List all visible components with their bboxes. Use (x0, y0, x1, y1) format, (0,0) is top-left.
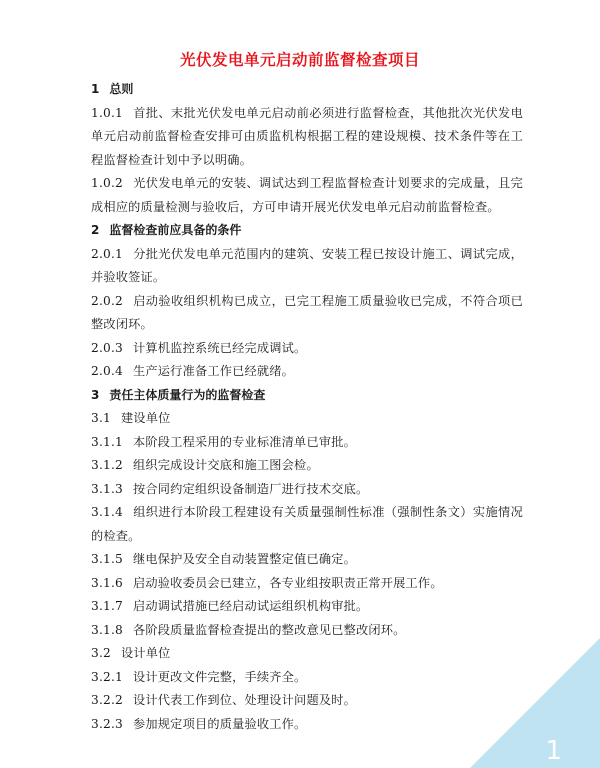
paragraph-number: 1.0.1 (91, 105, 124, 120)
paragraph (91, 172, 523, 219)
paragraph-text: 组织完成设计交底和施工图会检。 (133, 458, 319, 472)
section-heading (91, 78, 523, 102)
paragraph-text: 继电保护及安全自动装置整定值已确定。 (133, 552, 356, 566)
paragraph-text: 建设单位 (120, 411, 171, 425)
paragraph (91, 243, 523, 290)
paragraph-text: 设计单位 (120, 646, 171, 660)
paragraph-number: 3.2.2 (91, 693, 124, 707)
paragraph (91, 548, 523, 572)
document-body (91, 78, 523, 736)
paragraph-number: 3.2 (91, 646, 111, 660)
paragraph (91, 713, 523, 737)
paragraph-number: 2.0.1 (91, 246, 124, 261)
paragraph (91, 595, 523, 619)
paragraph (91, 642, 523, 666)
paragraph (91, 689, 523, 713)
paragraph (91, 407, 523, 431)
paragraph (91, 572, 523, 596)
paragraph-number: 3.1 (91, 411, 111, 425)
section-heading-number: 1 (91, 82, 100, 96)
paragraph (91, 454, 523, 478)
paragraph-number: 2.0.2 (91, 293, 124, 308)
paragraph-number: 2.0.4 (91, 364, 124, 378)
paragraph-text: 启动调试措施已经启动试运组织机构审批。 (133, 599, 369, 613)
paragraph-number: 3.1.5 (91, 552, 124, 566)
section-heading-number: 3 (91, 387, 100, 402)
section-heading-text: 责任主体质量行为的监督检查 (109, 387, 266, 402)
section-heading (91, 219, 523, 243)
paragraph-number: 3.1.7 (91, 599, 124, 613)
section-heading-text: 监督检查前应具备的条件 (109, 223, 242, 237)
paragraph (91, 666, 523, 690)
paragraph-text: 首批、末批光伏发电单元启动前必须进行监督检查，其他批次光伏发电单元启动前监督检查安排可由质监机构根据工程的建设规模、技术条件等在工程监督检查计划中予以明确。 (91, 105, 523, 167)
paragraph (91, 360, 523, 384)
paragraph-text: 启动验收委员会已建立，各专业组按职责正常开展工作。 (133, 575, 443, 590)
paragraph-number: 3.1.4 (91, 505, 124, 519)
paragraph-number: 3.1.1 (91, 434, 124, 449)
paragraph-number: 2.0.3 (91, 340, 124, 355)
paragraph-text: 启动验收组织机构已成立，已完工程施工质量验收已完成，不符合项已整改闭环。 (91, 293, 523, 331)
paragraph-number: 3.1.2 (91, 458, 124, 472)
section-heading-text: 总则 (109, 82, 134, 96)
paragraph-number: 3.1.8 (91, 622, 124, 637)
paragraph (91, 619, 523, 643)
paragraph-text: 参加规定项目的质量验收工作。 (133, 716, 307, 731)
paragraph-text: 组织进行本阶段工程建设有关质量强制性标准（强制性条文）实施情况的检查。 (91, 505, 523, 543)
paragraph-text: 按合同约定组织设备制造厂进行技术交底。 (133, 481, 369, 496)
document-title: 光伏发电单元启动前监督检查项目 (179, 51, 420, 69)
paragraph-number: 3.1.6 (91, 575, 124, 590)
paragraph-number: 3.2.3 (91, 716, 124, 731)
section-heading (91, 384, 523, 408)
paragraph (91, 501, 523, 548)
paragraph-text: 计算机监控系统已经完成调试。 (133, 340, 307, 355)
paragraph (91, 431, 523, 455)
paragraph (91, 337, 523, 361)
page-number: 1 (545, 736, 562, 766)
section-heading-number: 2 (91, 223, 100, 237)
paragraph-text: 分批光伏发电单元范围内的建筑、安装工程已按设计施工、调试完成，并验收签证。 (91, 246, 523, 284)
paragraph-text: 设计代表工作到位、处理设计问题及时。 (133, 693, 356, 707)
page-corner-decoration (470, 638, 600, 768)
paragraph-text: 设计更改文件完整，手续齐全。 (133, 669, 307, 684)
paragraph-text: 光伏发电单元的安装、调试达到工程监督检查计划要求的完成量，且完成相应的质量检测与验收后，方可申请开展光伏发电单元启动前监督检查。 (91, 176, 523, 214)
paragraph (91, 478, 523, 502)
paragraph-number: 3.1.3 (91, 481, 124, 496)
paragraph-text: 本阶段工程采用的专业标准清单已审批。 (133, 434, 356, 449)
paragraph (91, 102, 523, 173)
paragraph-number: 3.2.1 (91, 669, 124, 684)
paragraph-text: 各阶段质量监督检查提出的整改意见已整改闭环。 (133, 622, 406, 637)
paragraph-text: 生产运行准备工作已经就绪。 (133, 364, 295, 378)
paragraph-number: 1.0.2 (91, 176, 124, 190)
paragraph (91, 290, 523, 337)
